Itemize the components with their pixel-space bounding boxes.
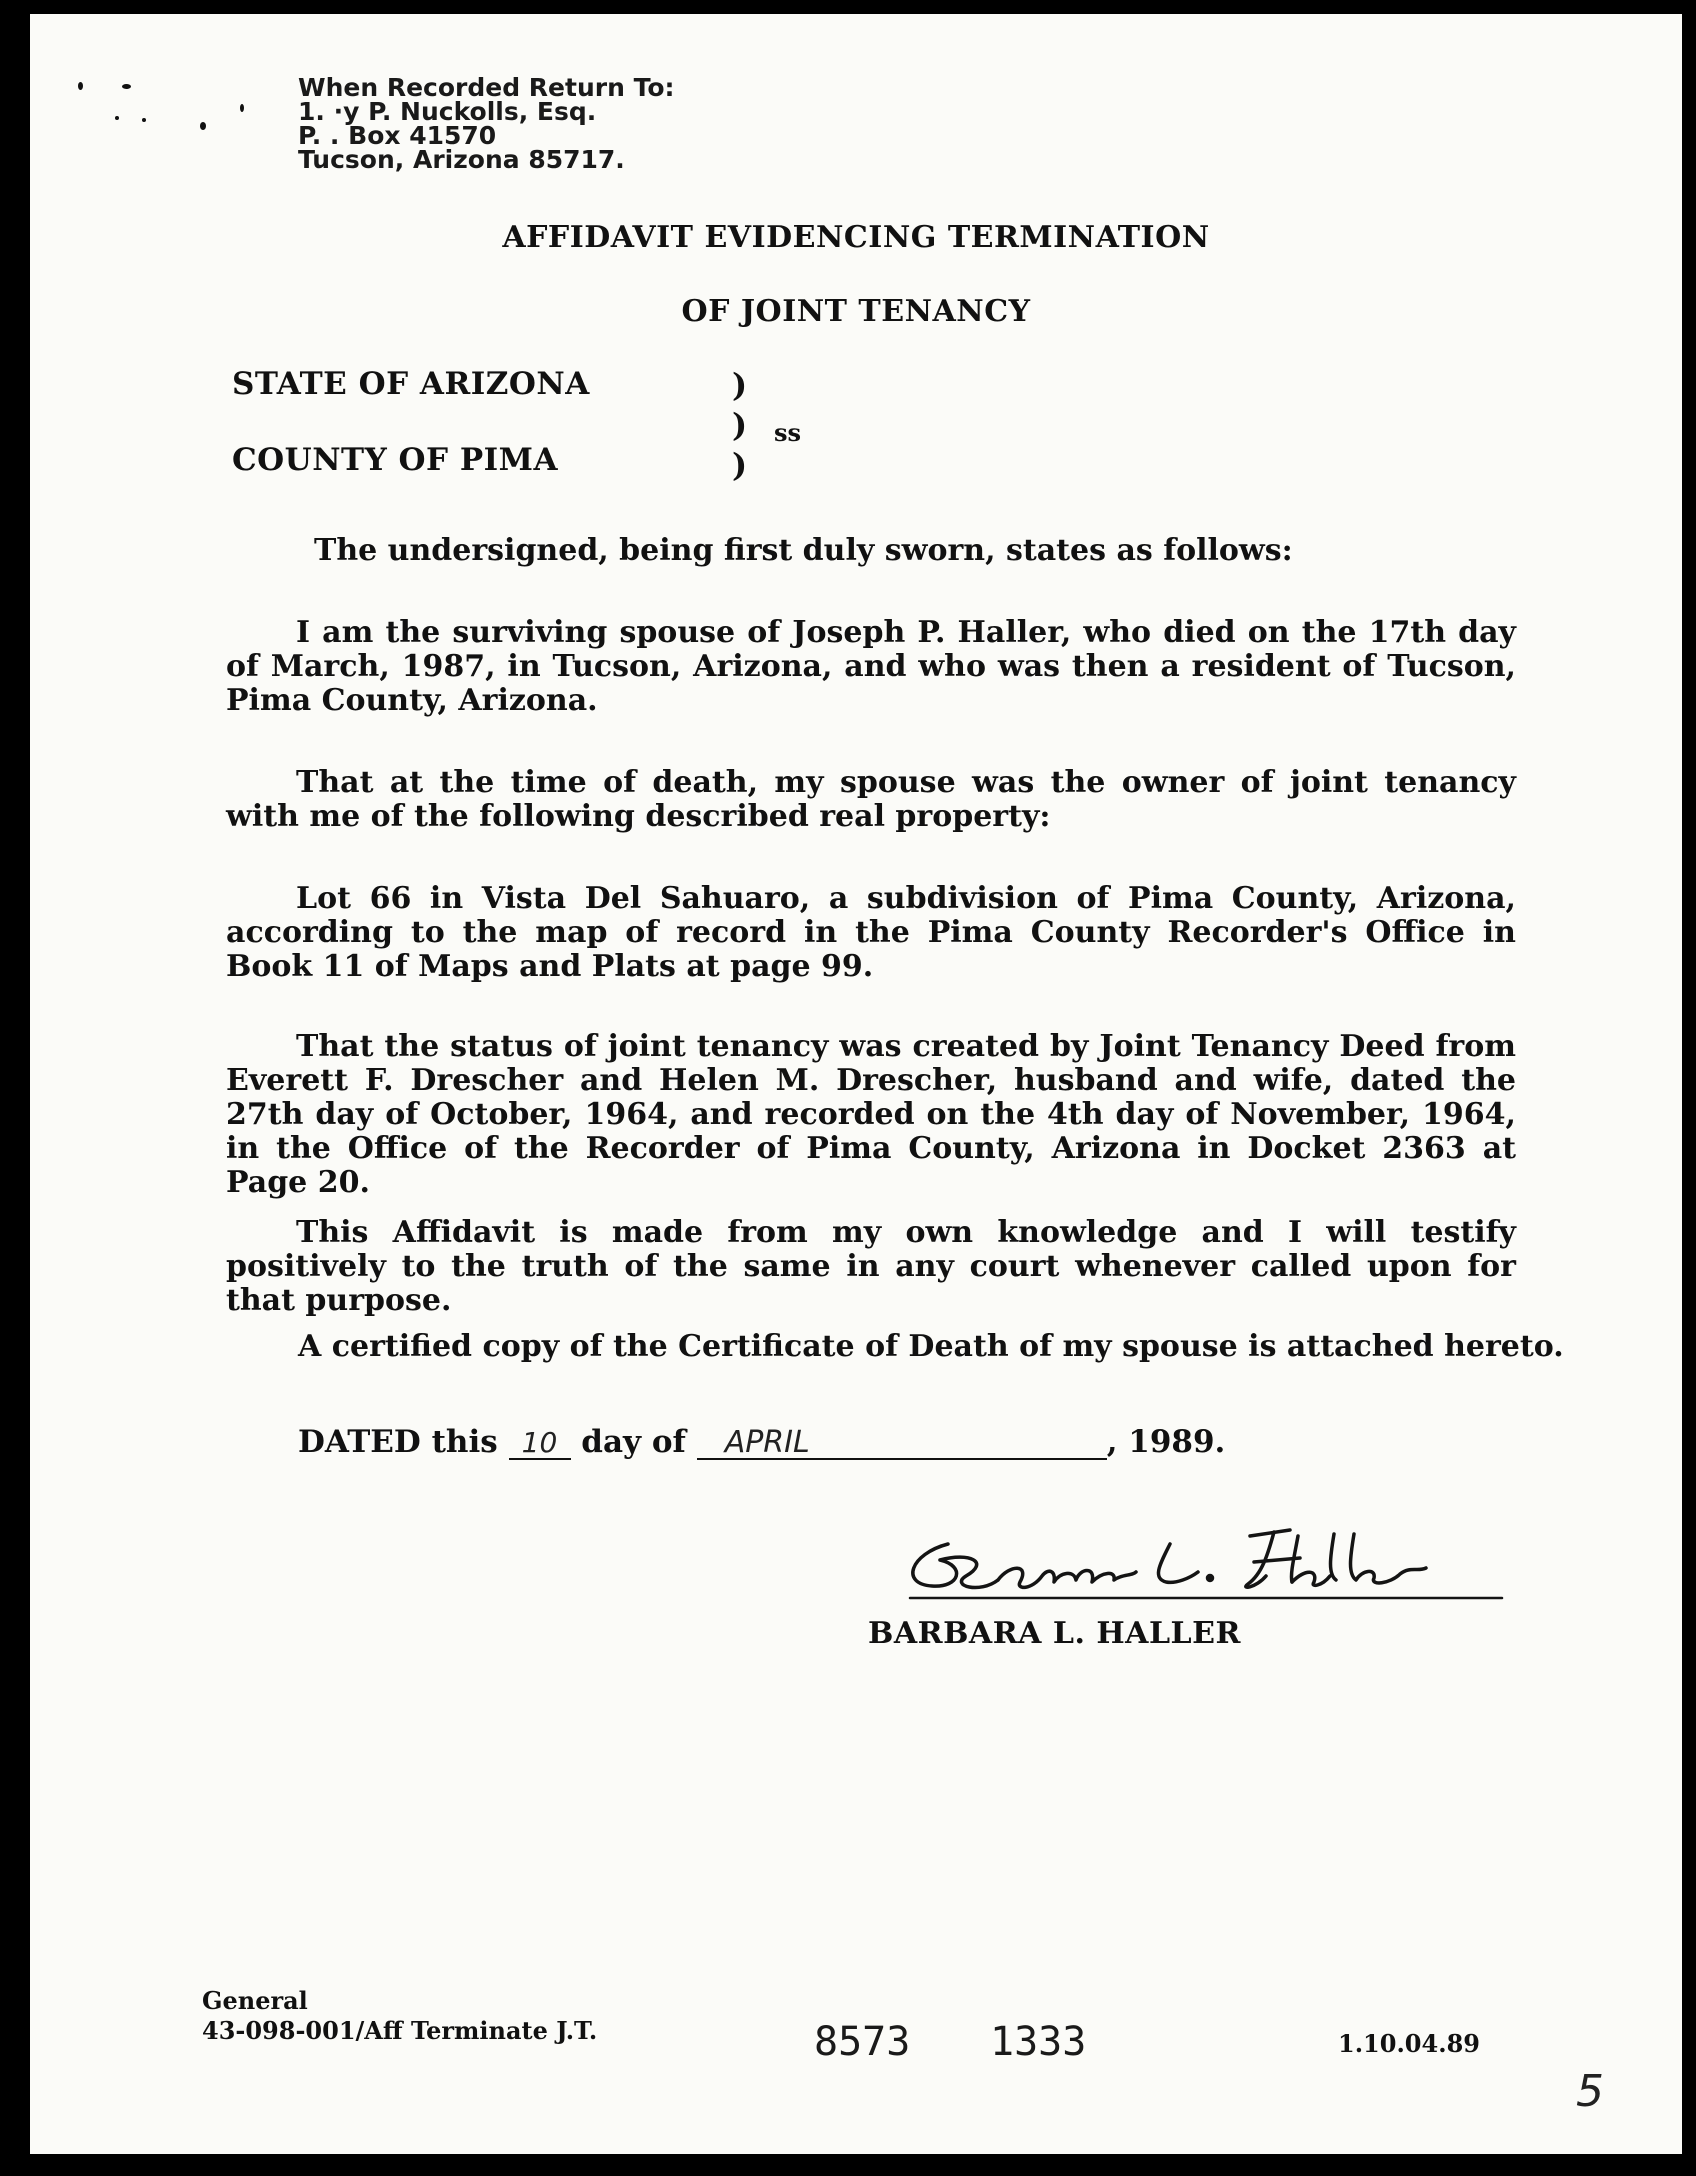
return-city: Tucson, Arizona 85717. bbox=[298, 145, 625, 174]
dated-line bbox=[298, 1424, 1225, 1460]
dated-middle: day of bbox=[581, 1424, 686, 1460]
document-subtitle: OF JOINT TENANCY bbox=[681, 294, 1031, 329]
scan-speck bbox=[115, 116, 119, 120]
paragraph-ownership: That at the time of death, my spouse was the owner of joint tenancy with me of the following described real property: bbox=[226, 765, 1516, 834]
signer-name: BARBARA L. HALLER bbox=[868, 1616, 1241, 1651]
form-code bbox=[202, 1986, 597, 2046]
docket-number: 8573 bbox=[814, 2019, 911, 2065]
paragraph-deed: That the status of joint tenancy was created by Joint Tenancy Deed from Everett F. Drescher and Helen M. Drescher, husband and wife, dated the 27th day of October, 1964, and recorded on the 4th day of November, 1964, in the Office of the Recorder of Pima County, Arizona in Docket 2363 at Page 20. bbox=[226, 1029, 1516, 1200]
paragraph-certificate: A certified copy of the Certificate of Death of my spouse is attached hereto. bbox=[298, 1329, 1564, 1364]
scan-speck bbox=[78, 82, 83, 90]
signature-image bbox=[870, 1514, 1510, 1624]
scan-speck bbox=[200, 122, 206, 130]
form-code-line1: General bbox=[202, 1986, 308, 2015]
venue-state: STATE OF ARIZONA bbox=[232, 366, 590, 402]
scan-speck bbox=[142, 118, 146, 122]
dated-day-field: 10 bbox=[509, 1428, 571, 1460]
venue-bracket: ) bbox=[732, 446, 748, 484]
document-page bbox=[30, 14, 1682, 2154]
return-name: 1. ·y P. Nuckolls, Esq. bbox=[298, 97, 597, 126]
scan-speck bbox=[122, 84, 131, 89]
dated-year: , 1989. bbox=[1106, 1424, 1226, 1460]
paragraph-property: Lot 66 in Vista Del Sahuaro, a subdivision of Pima County, Arizona, according to the map of record in the Pima County Recorder's Office in Book 11 of Maps and Plats at page 99. bbox=[226, 881, 1516, 984]
dated-prefix: DATED this bbox=[298, 1424, 498, 1460]
revision-code: 1.10.04.89 bbox=[1338, 2029, 1480, 2058]
return-box: P. . Box 41570 bbox=[298, 121, 497, 150]
venue-bracket: ) bbox=[732, 366, 748, 404]
return-address-block bbox=[298, 73, 675, 174]
form-code-line2: 43-098-001/Aff Terminate J.T. bbox=[202, 2016, 598, 2045]
intro-statement: The undersigned, being first duly sworn, states as follows: bbox=[314, 533, 1293, 568]
paragraph-knowledge: This Affidavit is made from my own knowledge and I will testify positively to the truth of the same in any court whenever called upon for that purpose. bbox=[226, 1215, 1516, 1318]
paragraph-spouse: I am the surviving spouse of Joseph P. Haller, who died on the 17th day of March, 1987, in Tucson, Arizona, and who was then a resident of Tucson, Pima County, Arizona. bbox=[226, 615, 1516, 718]
document-title: AFFIDAVIT EVIDENCING TERMINATION bbox=[502, 220, 1210, 255]
scan-speck bbox=[240, 104, 244, 112]
margin-mark: 5 bbox=[1576, 2066, 1604, 2117]
venue-ss: ss bbox=[774, 418, 802, 447]
venue-bracket: ) bbox=[732, 406, 748, 444]
page-number: 1333 bbox=[990, 2019, 1087, 2065]
return-heading: When Recorded Return To: bbox=[298, 73, 675, 102]
venue-county: COUNTY OF PIMA bbox=[232, 442, 559, 478]
dated-month-field: APRIL bbox=[697, 1428, 1107, 1460]
